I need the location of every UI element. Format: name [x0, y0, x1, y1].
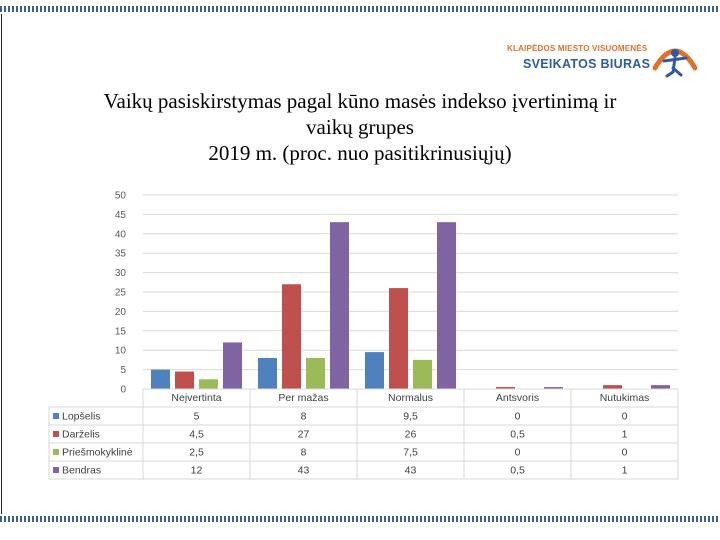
y-tick-label: 30 [114, 268, 126, 280]
legend-key [53, 431, 59, 437]
category-label: Nutukimas [599, 392, 650, 404]
title-line-3: 2019 m. (proc. nuo pasitikrinusiųjų) [208, 141, 512, 165]
y-tick-label: 35 [114, 248, 126, 260]
logo-line-1: KLAIPĖDOS MIESTO VISUOMENĖS [507, 44, 648, 53]
category-label: Antsvoris [495, 392, 540, 404]
logo-line-2: SVEIKATOS BIURAS [523, 57, 651, 71]
legend-label: Darželis [62, 428, 100, 441]
data-label: 1 [621, 428, 628, 441]
data-label: 0 [514, 446, 521, 459]
legend-label: Lopšelis [62, 410, 101, 423]
y-tick-label: 40 [114, 229, 126, 241]
bar [330, 222, 349, 389]
bar [151, 370, 170, 389]
y-tick-label: 25 [114, 287, 126, 299]
data-label: 0,5 [510, 464, 525, 477]
data-label: 9,5 [403, 410, 418, 423]
category-label: Neįvertinta [171, 392, 222, 404]
data-label: 7,5 [403, 446, 418, 459]
bar [306, 358, 325, 389]
y-tick-label: 10 [114, 345, 126, 357]
y-tick-label: 50 [114, 190, 126, 202]
bar [651, 385, 670, 389]
category-label: Per mažas [278, 392, 329, 404]
data-label: 0 [621, 446, 628, 459]
data-label: 4,5 [189, 428, 204, 441]
data-label: 0 [514, 410, 521, 423]
data-label: 2,5 [189, 446, 204, 459]
legend-key [53, 449, 59, 455]
data-label: 1 [621, 464, 628, 477]
legend-key [53, 467, 59, 473]
data-label: 0 [621, 410, 628, 423]
y-tick-label: 5 [120, 365, 126, 377]
data-label: 5 [193, 410, 200, 423]
bottom-dotted-border [0, 516, 720, 522]
category-label: Normalus [388, 392, 433, 404]
y-tick-label: 20 [114, 306, 126, 318]
data-label: 43 [297, 464, 310, 477]
data-label: 8 [300, 446, 307, 459]
bar [223, 342, 242, 389]
bar [258, 358, 277, 389]
title-line-2: vaikų grupes [306, 115, 414, 139]
legend-label: Bendras [62, 464, 102, 477]
data-label: 27 [297, 428, 310, 441]
bar [175, 372, 194, 389]
bar [437, 222, 456, 389]
legend-label: Priešmokyklinė [62, 446, 133, 459]
y-tick-label: 0 [120, 384, 126, 396]
y-tick-label: 15 [114, 326, 126, 338]
bar [413, 360, 432, 389]
y-tick-label: 45 [114, 209, 126, 221]
bar [282, 284, 301, 389]
data-label: 43 [404, 464, 417, 477]
data-label: 26 [404, 428, 417, 441]
data-label: 8 [300, 410, 307, 423]
bar [365, 352, 384, 389]
bar [603, 385, 622, 389]
legend-key [53, 413, 59, 419]
title-line-1: Vaikų pasiskirstymas pagal kūno masės indekso įvertinimą ir [103, 89, 617, 113]
data-label: 0,5 [510, 428, 525, 441]
data-label: 12 [190, 464, 203, 477]
bar [389, 288, 408, 389]
bar [199, 379, 218, 389]
